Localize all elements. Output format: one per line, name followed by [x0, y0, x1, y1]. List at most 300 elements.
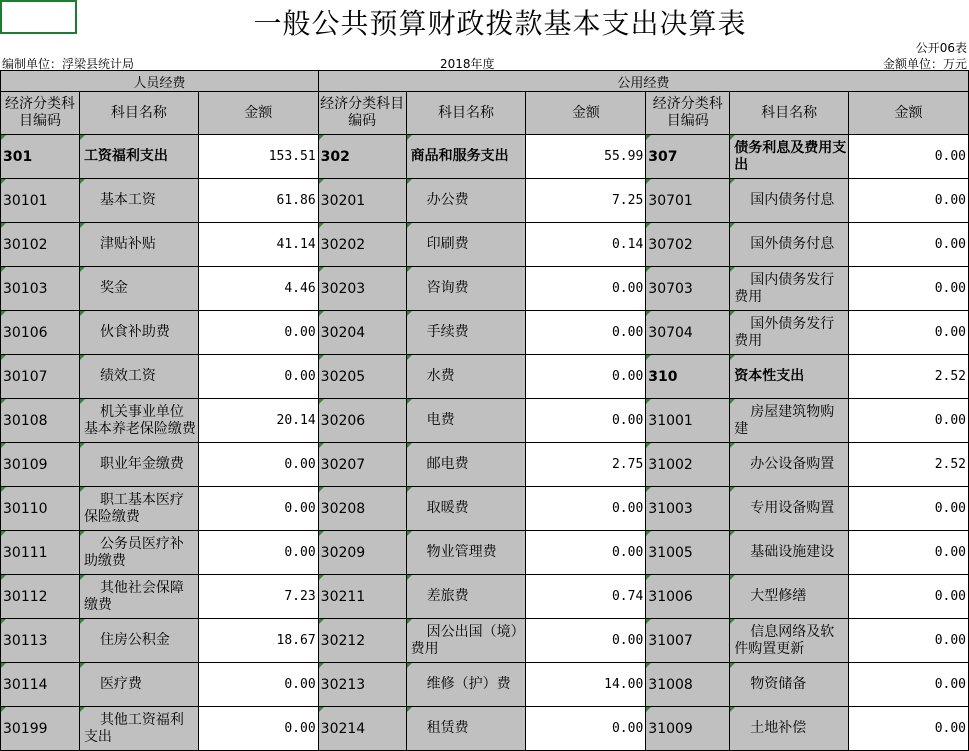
table-row — [1, 663, 969, 707]
code-cell[interactable] — [318, 707, 406, 751]
code-cell[interactable] — [1, 619, 80, 663]
code-cell-text: 31006 — [648, 588, 693, 605]
name-cell-text: 绩效工资 — [99, 368, 156, 384]
amount-cell[interactable] — [198, 399, 318, 443]
cell-marker-icon — [1, 267, 6, 272]
header-code: 经济分类科目编码 — [318, 92, 406, 135]
amount-cell[interactable] — [849, 135, 969, 179]
amount-cell[interactable] — [198, 355, 318, 399]
name-cell[interactable] — [406, 399, 526, 443]
name-cell[interactable] — [730, 267, 849, 311]
name-cell-text: 因公出国（境）费用 — [410, 623, 525, 657]
amount-cell-text: 0.00 — [934, 501, 966, 516]
cell-marker-icon — [319, 487, 324, 492]
amount-cell-text: 0.00 — [611, 721, 644, 736]
name-cell[interactable] — [406, 487, 526, 531]
code-cell-text: 31002 — [648, 456, 693, 473]
amount-cell[interactable] — [849, 443, 969, 487]
code-cell[interactable] — [646, 575, 730, 619]
name-cell[interactable] — [79, 267, 198, 311]
amount-cell[interactable] — [849, 311, 969, 355]
name-cell[interactable] — [406, 355, 526, 399]
code-cell-text: 30208 — [320, 500, 366, 517]
amount-cell[interactable] — [526, 707, 646, 751]
amount-cell-text: 0.00 — [611, 545, 644, 560]
name-cell[interactable] — [406, 311, 526, 355]
amount-cell-text: 0.00 — [934, 545, 966, 560]
amount-cell-text: 0.00 — [611, 325, 644, 340]
selected-cell[interactable] — [0, 0, 77, 34]
amount-cell-text: 0.00 — [934, 589, 966, 604]
name-cell[interactable] — [79, 663, 198, 707]
table-row — [1, 267, 969, 311]
name-cell-text: 公务员医疗补助缴费 — [83, 535, 184, 569]
name-cell-text: 物资储备 — [750, 676, 807, 692]
amount-cell-text: 0.00 — [934, 633, 966, 648]
amount-cell-text: 55.99 — [604, 149, 644, 164]
name-cell[interactable] — [79, 355, 198, 399]
code-cell[interactable] — [318, 487, 406, 531]
code-cell[interactable] — [646, 355, 730, 399]
name-cell[interactable] — [79, 619, 198, 663]
cell-marker-icon — [646, 399, 651, 404]
cell-marker-icon — [319, 707, 324, 712]
name-cell[interactable] — [730, 179, 849, 223]
code-cell[interactable] — [1, 223, 80, 267]
header-code: 经济分类科目编码 — [646, 92, 730, 135]
name-cell[interactable] — [406, 223, 526, 267]
code-cell-text: 301 — [3, 148, 33, 165]
name-cell-text: 水费 — [426, 368, 455, 384]
code-cell[interactable] — [646, 399, 730, 443]
code-cell[interactable] — [646, 487, 730, 531]
name-cell-text: 取暖费 — [426, 500, 469, 516]
name-cell[interactable] — [730, 619, 849, 663]
amount-cell-text: 2.52 — [934, 369, 966, 384]
amount-cell-text: 0.74 — [611, 589, 644, 604]
name-cell-text: 机关事业单位基本养老保险缴费 — [83, 403, 196, 437]
code-cell-text: 30112 — [3, 588, 48, 605]
cell-marker-icon — [730, 135, 735, 140]
table-row — [1, 311, 969, 355]
name-cell[interactable] — [730, 355, 849, 399]
name-cell-text: 国内债务付息 — [750, 192, 835, 208]
name-cell-text: 办公费 — [426, 192, 469, 208]
code-cell[interactable] — [318, 531, 406, 575]
code-cell[interactable] — [1, 399, 80, 443]
amount-cell[interactable] — [198, 135, 318, 179]
amount-cell[interactable] — [849, 223, 969, 267]
name-cell-text: 维修（护）费 — [426, 676, 511, 692]
name-cell[interactable] — [406, 267, 526, 311]
name-cell[interactable] — [406, 619, 526, 663]
code-cell-text: 30211 — [320, 588, 366, 605]
amount-cell[interactable] — [526, 355, 646, 399]
amount-cell-text: 0.00 — [934, 149, 966, 164]
section-personnel: 人员经费 — [1, 71, 319, 92]
name-cell[interactable] — [79, 135, 198, 179]
cell-marker-icon — [730, 619, 735, 624]
cell-marker-icon — [646, 619, 651, 624]
name-cell[interactable] — [730, 443, 849, 487]
name-cell[interactable] — [406, 531, 526, 575]
amount-cell[interactable] — [849, 575, 969, 619]
cell-marker-icon — [646, 223, 651, 228]
header-name: 科目名称 — [79, 92, 198, 135]
amount-cell[interactable] — [198, 443, 318, 487]
header-code: 经济分类科目编码 — [1, 92, 80, 135]
code-cell[interactable] — [646, 223, 730, 267]
name-cell-text: 其他工资福利支出 — [83, 711, 184, 745]
name-cell[interactable] — [730, 487, 849, 531]
cell-marker-icon — [646, 487, 651, 492]
cell-marker-icon — [646, 575, 651, 580]
code-cell[interactable] — [646, 619, 730, 663]
amount-cell[interactable] — [526, 135, 646, 179]
name-cell-text: 资本性支出 — [734, 368, 805, 384]
code-cell-text: 30114 — [3, 676, 48, 693]
cell-marker-icon — [80, 531, 85, 536]
amount-cell[interactable] — [198, 575, 318, 619]
name-cell-text: 医疗费 — [99, 676, 142, 692]
code-cell-text: 30106 — [3, 324, 48, 341]
name-cell[interactable] — [730, 663, 849, 707]
cell-marker-icon — [646, 443, 651, 448]
name-cell-text: 印刷费 — [426, 236, 469, 252]
amount-cell[interactable] — [526, 223, 646, 267]
amount-cell-text: 7.25 — [611, 193, 644, 208]
code-cell-text: 30101 — [3, 192, 48, 209]
code-cell[interactable] — [318, 223, 406, 267]
code-cell-text: 30107 — [3, 368, 48, 385]
name-cell-text: 租赁费 — [426, 720, 469, 736]
name-cell[interactable] — [406, 575, 526, 619]
table-row — [1, 355, 969, 399]
name-cell-text: 职工基本医疗保险缴费 — [83, 491, 184, 525]
cell-marker-icon — [80, 487, 85, 492]
code-cell-text: 30111 — [3, 544, 48, 561]
amount-cell[interactable] — [526, 179, 646, 223]
name-cell-text: 物业管理费 — [426, 544, 497, 560]
amount-cell[interactable] — [849, 487, 969, 531]
amount-cell-text: 0.00 — [934, 193, 966, 208]
code-cell-text: 30110 — [3, 500, 48, 517]
cell-marker-icon — [730, 707, 735, 712]
code-cell[interactable] — [646, 179, 730, 223]
cell-marker-icon — [80, 663, 85, 668]
code-cell[interactable] — [646, 311, 730, 355]
cell-marker-icon — [319, 355, 324, 360]
name-cell-text: 商品和服务支出 — [410, 148, 509, 164]
cell-marker-icon — [80, 399, 85, 404]
amount-cell[interactable] — [526, 443, 646, 487]
code-cell-text: 30206 — [320, 412, 366, 429]
name-cell-text: 职业年金缴费 — [99, 456, 184, 472]
cell-marker-icon — [1, 619, 6, 624]
name-cell[interactable] — [730, 311, 849, 355]
amount-cell[interactable] — [198, 619, 318, 663]
code-cell[interactable] — [318, 663, 406, 707]
table-row — [1, 443, 969, 487]
code-cell[interactable] — [1, 179, 80, 223]
amount-cell-text: 0.00 — [934, 413, 966, 428]
cell-marker-icon — [407, 487, 412, 492]
cell-marker-icon — [407, 663, 412, 668]
name-cell-text: 国内债务发行费用 — [734, 271, 835, 305]
cell-marker-icon — [319, 663, 324, 668]
amount-cell[interactable] — [849, 355, 969, 399]
code-cell-text: 30702 — [648, 236, 693, 253]
cell-marker-icon — [319, 619, 324, 624]
name-cell-text: 信息网络及软件购置更新 — [734, 623, 835, 657]
amount-cell[interactable] — [198, 179, 318, 223]
amount-cell-text: 0.00 — [284, 501, 316, 516]
name-cell[interactable] — [406, 663, 526, 707]
cell-marker-icon — [730, 311, 735, 316]
code-cell[interactable] — [646, 135, 730, 179]
code-cell[interactable] — [646, 531, 730, 575]
code-cell[interactable] — [1, 311, 80, 355]
name-cell-text: 办公设备购置 — [750, 456, 835, 472]
code-cell[interactable] — [1, 487, 80, 531]
cell-marker-icon — [646, 135, 651, 140]
cell-marker-icon — [80, 223, 85, 228]
amount-cell[interactable] — [849, 531, 969, 575]
name-cell[interactable] — [79, 399, 198, 443]
name-cell-text: 手续费 — [426, 324, 469, 340]
cell-marker-icon — [80, 267, 85, 272]
cell-marker-icon — [319, 135, 324, 140]
cell-marker-icon — [646, 707, 651, 712]
amount-cell-text: 0.00 — [611, 281, 644, 296]
code-cell[interactable] — [318, 311, 406, 355]
code-cell[interactable] — [646, 443, 730, 487]
table-row — [1, 707, 969, 751]
code-cell[interactable] — [1, 663, 80, 707]
cell-marker-icon — [80, 619, 85, 624]
amount-cell[interactable] — [849, 267, 969, 311]
amount-cell[interactable] — [526, 487, 646, 531]
amount-unit: 金额单位：万元 — [882, 57, 967, 71]
amount-cell-text: 0.00 — [934, 281, 966, 296]
name-cell[interactable] — [79, 531, 198, 575]
name-cell[interactable] — [730, 531, 849, 575]
cell-marker-icon — [730, 487, 735, 492]
amount-cell[interactable] — [526, 619, 646, 663]
cell-marker-icon — [730, 575, 735, 580]
cell-marker-icon — [407, 619, 412, 624]
code-cell-text: 30113 — [3, 632, 48, 649]
name-cell-text: 住房公积金 — [99, 632, 170, 648]
amount-cell[interactable] — [849, 179, 969, 223]
cell-marker-icon — [1, 311, 6, 316]
code-cell-text: 30109 — [3, 456, 48, 473]
code-cell-text: 31008 — [648, 676, 693, 693]
amount-cell[interactable] — [198, 531, 318, 575]
name-cell[interactable] — [406, 179, 526, 223]
cell-marker-icon — [80, 355, 85, 360]
code-cell-text: 30199 — [3, 720, 48, 737]
code-cell-text: 31009 — [648, 720, 693, 737]
name-cell[interactable] — [79, 487, 198, 531]
cell-marker-icon — [1, 663, 6, 668]
table-row — [1, 399, 969, 443]
amount-cell-text: 0.00 — [284, 721, 316, 736]
amount-cell-text: 0.00 — [284, 545, 316, 560]
code-cell[interactable] — [318, 179, 406, 223]
amount-cell-text: 0.00 — [611, 369, 644, 384]
code-cell[interactable] — [318, 267, 406, 311]
cell-marker-icon — [407, 355, 412, 360]
name-cell-text: 邮电费 — [426, 456, 469, 472]
code-cell-text: 30212 — [320, 632, 366, 649]
form-number: 公开06表 — [915, 41, 967, 55]
name-cell-text: 土地补偿 — [750, 720, 807, 736]
amount-cell[interactable] — [526, 663, 646, 707]
code-cell-text: 30214 — [320, 720, 366, 737]
amount-cell[interactable] — [526, 575, 646, 619]
name-cell-text: 差旅费 — [426, 588, 469, 604]
code-cell-text: 30202 — [320, 236, 366, 253]
table-row — [1, 619, 969, 663]
amount-cell-text: 0.00 — [934, 237, 966, 252]
table-row — [1, 223, 969, 267]
code-cell-text: 30704 — [648, 324, 693, 341]
cell-marker-icon — [319, 267, 324, 272]
cell-marker-icon — [730, 443, 735, 448]
amount-cell[interactable] — [526, 531, 646, 575]
amount-cell-text: 0.00 — [934, 325, 966, 340]
cell-marker-icon — [646, 531, 651, 536]
header-amount: 金额 — [526, 92, 646, 135]
amount-cell[interactable] — [526, 311, 646, 355]
cell-marker-icon — [80, 311, 85, 316]
table-row — [1, 487, 969, 531]
code-cell-text: 30204 — [320, 324, 366, 341]
name-cell[interactable] — [730, 707, 849, 751]
code-cell[interactable] — [318, 575, 406, 619]
cell-marker-icon — [730, 399, 735, 404]
amount-cell-text: 2.75 — [611, 457, 644, 472]
name-cell-text: 基础设施建设 — [750, 544, 835, 560]
cell-marker-icon — [1, 575, 6, 580]
code-cell[interactable] — [318, 443, 406, 487]
name-cell-text: 房屋建筑物购建 — [734, 403, 835, 437]
name-cell[interactable] — [730, 399, 849, 443]
name-cell-text: 其他社会保障缴费 — [83, 579, 184, 613]
amount-cell[interactable] — [849, 619, 969, 663]
amount-cell-text: 41.14 — [276, 237, 316, 252]
amount-cell[interactable] — [849, 663, 969, 707]
code-cell-text: 30102 — [3, 236, 48, 253]
amount-cell[interactable] — [526, 267, 646, 311]
code-cell[interactable] — [1, 355, 80, 399]
code-cell[interactable] — [318, 135, 406, 179]
cell-marker-icon — [80, 575, 85, 580]
code-cell[interactable] — [318, 619, 406, 663]
name-cell-text: 基本工资 — [99, 192, 156, 208]
name-cell-text: 奖金 — [99, 280, 128, 296]
code-cell-text: 30108 — [3, 412, 48, 429]
name-cell[interactable] — [79, 223, 198, 267]
amount-cell[interactable] — [198, 223, 318, 267]
code-cell-text: 30203 — [320, 280, 366, 297]
cell-marker-icon — [646, 267, 651, 272]
name-cell[interactable] — [406, 707, 526, 751]
name-cell-text: 国外债务发行费用 — [734, 315, 835, 349]
page-title: 一般公共预算财政拨款基本支出决算表 — [253, 7, 747, 40]
amount-cell[interactable] — [198, 267, 318, 311]
code-cell-text: 310 — [648, 368, 678, 385]
amount-cell-text: 0.00 — [284, 677, 316, 692]
code-cell[interactable] — [646, 267, 730, 311]
name-cell-text: 专用设备购置 — [750, 500, 835, 516]
code-cell-text: 307 — [648, 148, 678, 165]
cell-marker-icon — [730, 531, 735, 536]
code-cell[interactable] — [318, 355, 406, 399]
code-cell[interactable] — [1, 267, 80, 311]
name-cell[interactable] — [79, 575, 198, 619]
code-cell[interactable] — [1, 575, 80, 619]
section-public: 公用经费 — [318, 71, 968, 92]
name-cell-text: 大型修缮 — [750, 588, 807, 604]
name-cell[interactable] — [730, 223, 849, 267]
code-cell-text: 30205 — [320, 368, 366, 385]
cell-marker-icon — [319, 575, 324, 580]
name-cell[interactable] — [79, 179, 198, 223]
amount-cell-text: 0.00 — [611, 501, 644, 516]
code-cell[interactable] — [1, 707, 80, 751]
name-cell[interactable] — [730, 575, 849, 619]
cell-marker-icon — [80, 443, 85, 448]
amount-cell[interactable] — [198, 663, 318, 707]
cell-marker-icon — [319, 223, 324, 228]
amount-cell-text: 14.00 — [604, 677, 644, 692]
cell-marker-icon — [1, 223, 6, 228]
amount-cell-text: 0.00 — [284, 369, 316, 384]
name-cell[interactable] — [730, 135, 849, 179]
name-cell[interactable] — [79, 707, 198, 751]
name-cell[interactable] — [406, 443, 526, 487]
amount-cell[interactable] — [198, 311, 318, 355]
code-cell[interactable] — [646, 707, 730, 751]
cell-marker-icon — [1, 179, 6, 184]
name-cell[interactable] — [79, 311, 198, 355]
header-name: 科目名称 — [730, 92, 849, 135]
amount-cell[interactable] — [849, 399, 969, 443]
name-cell[interactable] — [406, 135, 526, 179]
code-cell[interactable] — [646, 663, 730, 707]
amount-cell[interactable] — [198, 487, 318, 531]
cell-marker-icon — [319, 311, 324, 316]
amount-cell[interactable] — [526, 399, 646, 443]
cell-marker-icon — [80, 135, 85, 140]
amount-cell-text: 20.14 — [276, 413, 316, 428]
amount-cell-text: 2.52 — [934, 457, 966, 472]
code-cell[interactable] — [1, 443, 80, 487]
code-cell-text: 30703 — [648, 280, 693, 297]
cell-marker-icon — [407, 531, 412, 536]
cell-marker-icon — [319, 179, 324, 184]
name-cell[interactable] — [79, 443, 198, 487]
amount-cell[interactable] — [849, 707, 969, 751]
code-cell[interactable] — [1, 135, 80, 179]
code-cell[interactable] — [318, 399, 406, 443]
amount-cell[interactable] — [198, 707, 318, 751]
cell-marker-icon — [730, 179, 735, 184]
code-cell-text: 30207 — [320, 456, 366, 473]
code-cell[interactable] — [1, 531, 80, 575]
